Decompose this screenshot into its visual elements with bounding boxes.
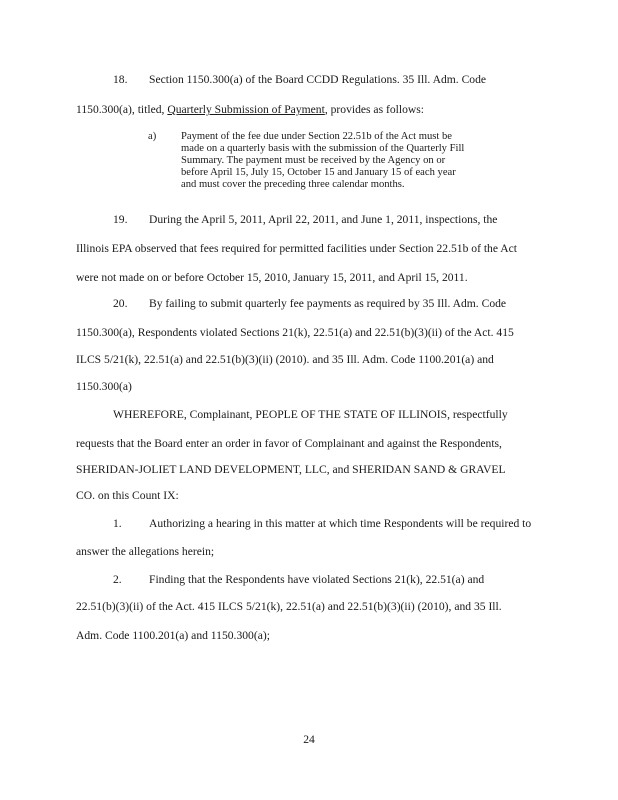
paragraph-text-line: WHEREFORE, Complainant, PEOPLE OF THE STATE OF ILLINOIS, respectfully [113,408,508,421]
paragraph-text-line: Section 1150.300(a) of the Board CCDD Regulations. 35 Ill. Adm. Code [149,73,487,86]
text-segment: , provides as follows: [324,103,424,116]
quote-line: Payment of the fee due under Section 22.51b of the Act must be [181,131,452,142]
quote-line: Summary. The payment must be received by the Agency on or [181,155,446,166]
paragraph-text-line: SHERIDAN-JOLIET LAND DEVELOPMENT, LLC, and SHERIDAN SAND & GRAVEL [76,463,506,476]
paragraph-text-line: Adm. Code 1100.201(a) and 1150.300(a); [76,629,270,642]
quote-line: and must cover the preceding three calendar months. [181,179,405,190]
paragraph-text-line [76,103,424,117]
paragraph-text-line: were not made on or before October 15, 2010, January 15, 2011, and April 15, 2011. [76,271,468,284]
paragraph-text-line: answer the allegations herein; [76,545,215,558]
paragraph-text-line: 1150.300(a), Respondents violated Sections 21(k), 22.51(a) and 22.51(b)(3)(ii) of the Act. 415 [76,326,514,339]
paragraph-text-line: CO. on this Count IX: [76,489,179,502]
quote-line: made on a quarterly basis with the submission of the Quarterly Fill [181,143,465,154]
paragraph-text-line: Illinois EPA observed that fees required for permitted facilities under Section 22.51b of the Act [76,242,517,255]
paragraph-text-line: Authorizing a hearing in this matter at which time Respondents will be required to [149,517,532,530]
underlined-title: Quarterly Submission of Payment [167,103,325,116]
item-number: 2. [113,573,122,586]
quote-label: a) [148,131,157,142]
paragraph-number: 19. [113,213,128,226]
paragraph-text-line: requests that the Board enter an order in favor of Complainant and against the Respondents, [76,437,502,450]
text-segment: 1150.300(a), titled, [76,103,168,116]
paragraph-number: 20. [113,297,128,310]
paragraph-text-line: During the April 5, 2011, April 22, 2011, and June 1, 2011, inspections, the [149,213,498,226]
quote-line: before April 15, July 15, October 15 and January 15 of each year [181,167,456,178]
page-number: 24 [303,733,315,746]
paragraph-number: 18. [113,73,128,86]
paragraph-text-line: 1150.300(a) [76,380,132,393]
item-number: 1. [113,517,122,530]
paragraph-text-line: Finding that the Respondents have violated Sections 21(k), 22.51(a) and [149,573,485,586]
paragraph-text-line: By failing to submit quarterly fee payments as required by 35 Ill. Adm. Code [149,297,507,310]
paragraph-text-line: ILCS 5/21(k), 22.51(a) and 22.51(b)(3)(ii) (2010). and 35 Ill. Adm. Code 1100.201(a) and [76,353,494,366]
paragraph-text-line: 22.51(b)(3)(ii) of the Act. 415 ILCS 5/21(k), 22.51(a) and 22.51(b)(3)(ii) (2010), and 35 Ill. [76,600,502,613]
